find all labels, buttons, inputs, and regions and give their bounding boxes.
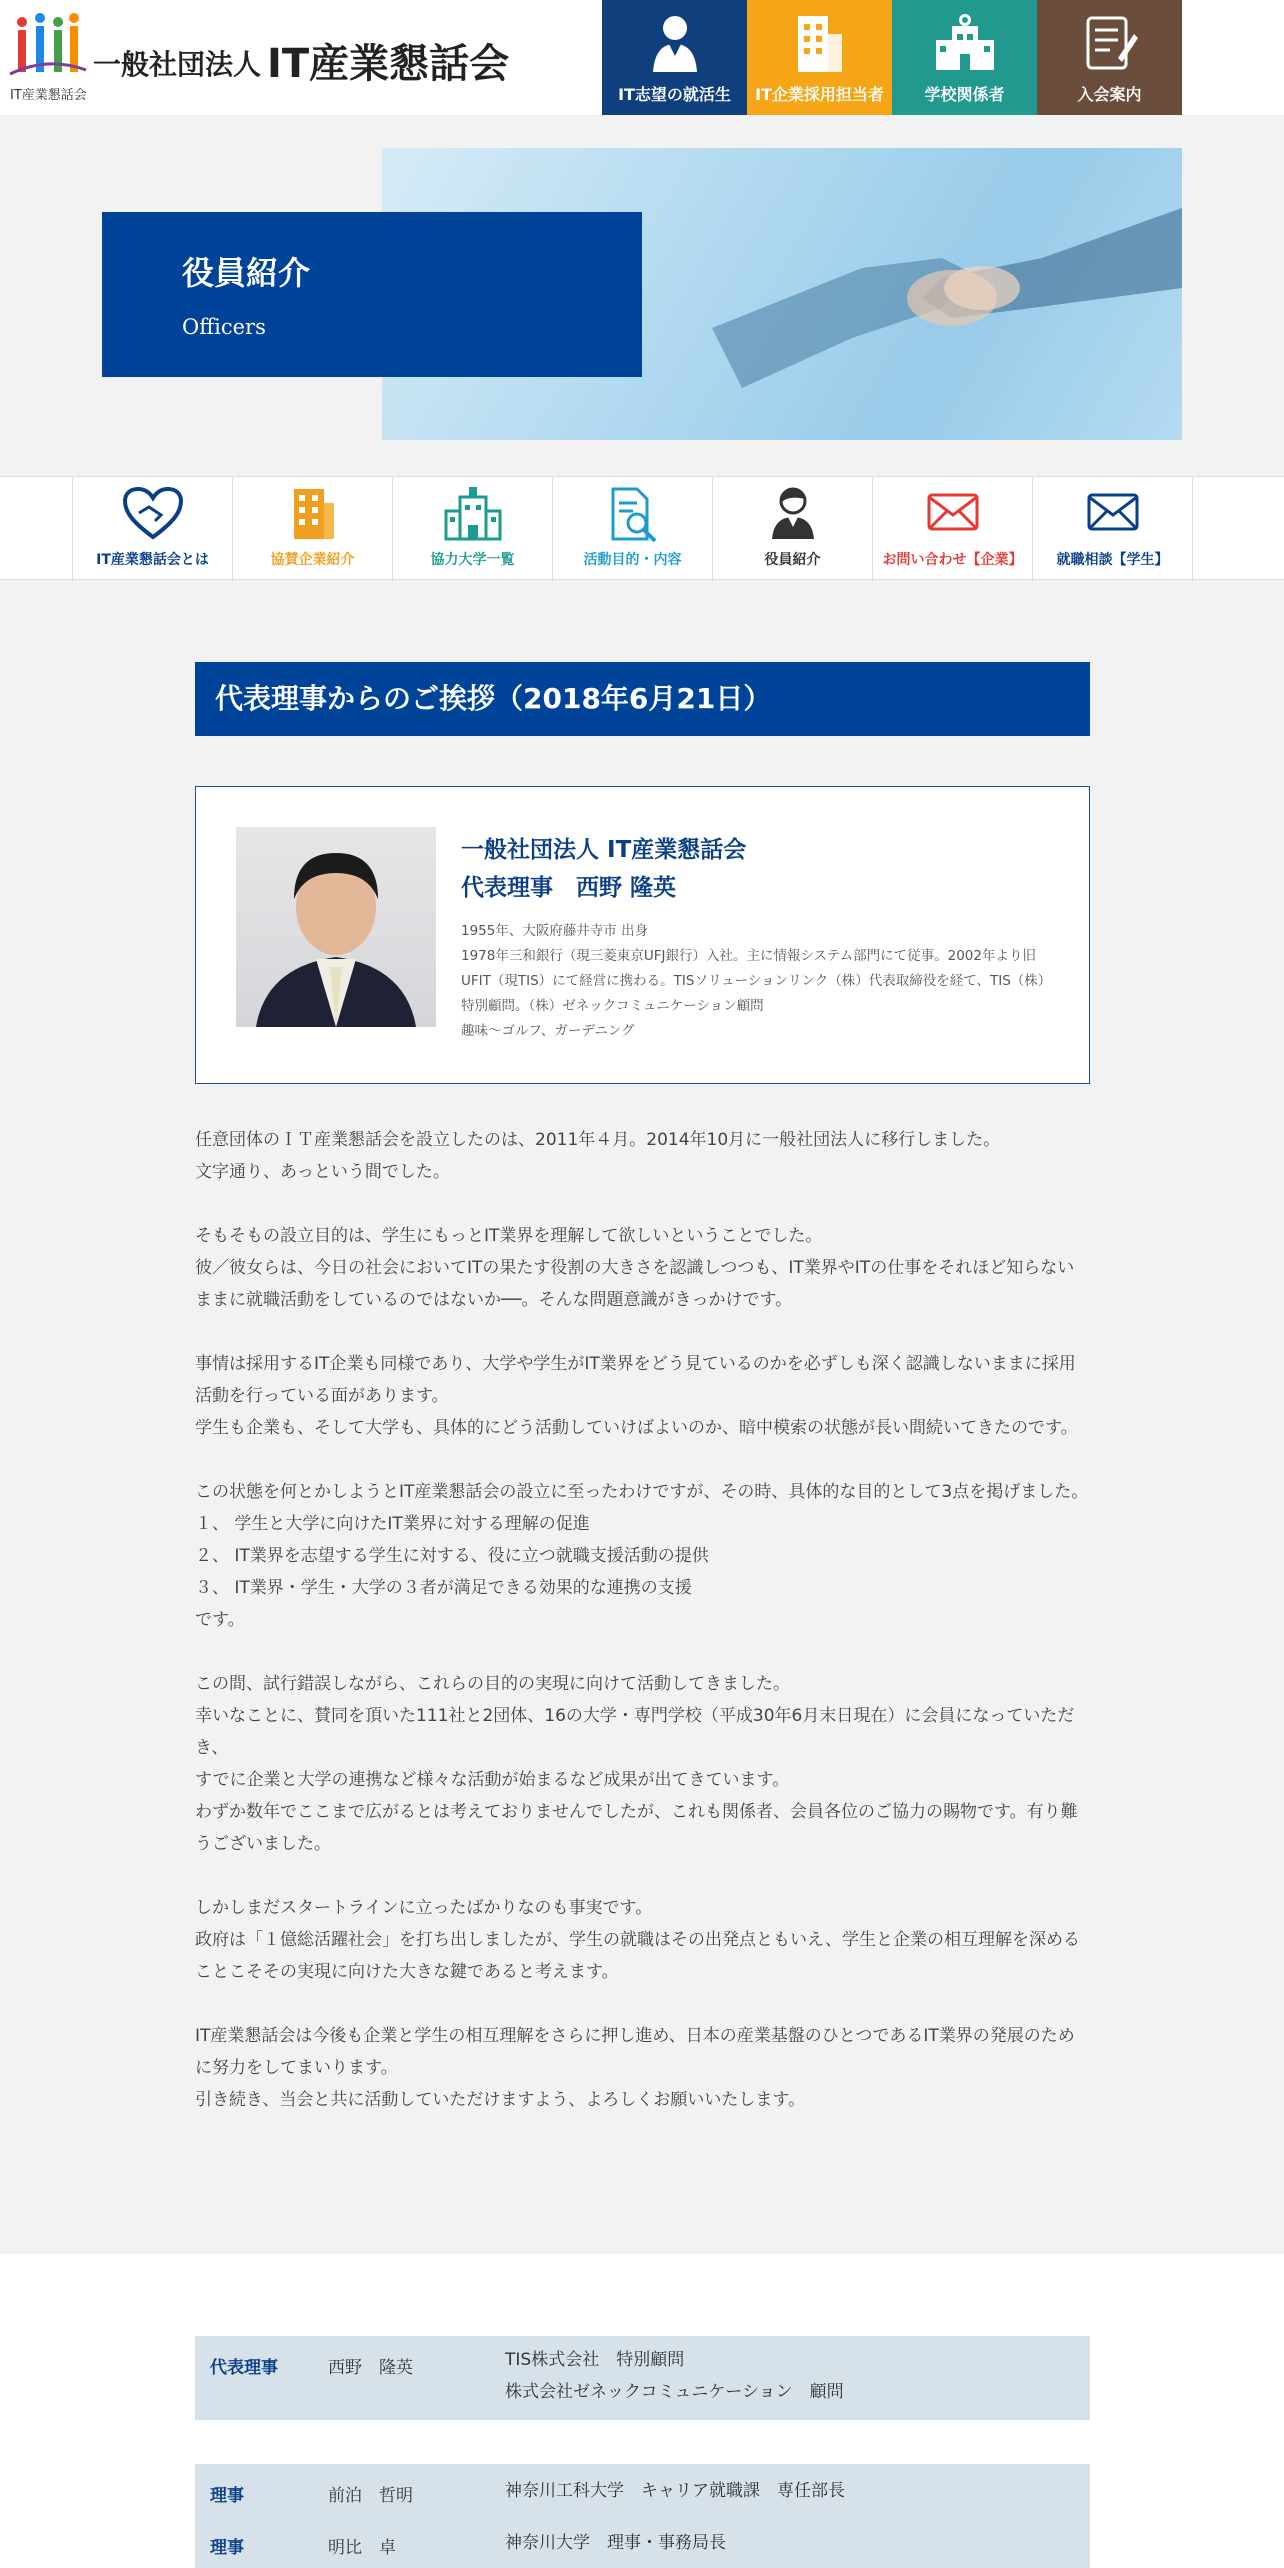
application-icon: [1080, 12, 1140, 72]
icon-nav: [0, 476, 1284, 580]
greeting-line: 学生も企業も、そして大学も、具体的にどう活動していけばよいのか、暗中模索の状態が長い間続いてきたのです。: [195, 1418, 1078, 1438]
greeting-line: 彼／彼女らは、今日の社会においてITの果たす役割の大きさを認識しつつも、IT業界やITの仕事をそれほど知らないままに就職活動をしているのではないか──。そんな問題意識がきっかけです。: [195, 1258, 1075, 1310]
icon-nav-activities[interactable]: 活動目的・内容: [553, 477, 713, 581]
officer-name: 前泊 哲明: [328, 2486, 413, 2506]
person-icon: [768, 485, 818, 541]
officer-role: 理事: [210, 2486, 244, 2506]
greeting-paragraph: [195, 1668, 1090, 1860]
greeting-line: １、 学生と大学に向けたIT業界に対する理解の促進: [195, 1514, 590, 1534]
greeting-line: しかしまだスタートラインに立ったばかりなのも事実です。: [195, 1898, 653, 1918]
site-logo[interactable]: [8, 12, 538, 102]
greeting-paragraph: [195, 2020, 1090, 2116]
greeting-line: ２、 IT業界を志望する学生に対する、役に立つ就職支援活動の提供: [195, 1546, 709, 1566]
icon-nav-about[interactable]: IT産業懇話会とは: [73, 477, 233, 581]
greeting-heading: 代表理事からのご挨拶（2018年6月21日）: [195, 662, 1090, 736]
profile-bio-career: 1978年三和銀行（現三菱東京UFJ銀行）入社。主に情報システム部門にて従事。2002年より旧UFIT（現TIS）にて経営に携わる。TISソリューションリンク（株）代表取締役を経て、TIS（株）特別顧問。（株）ゼネックコミュニケーション顧問: [461, 948, 1045, 1014]
greeting-line: この状態を何とかしようとIT産業懇話会の設立に至ったわけですが、その時、具体的な目的として3点を掲げました。: [195, 1482, 1089, 1502]
greeting-line: ３、 IT業界・学生・大学の３者が満足できる効果的な連携の支援: [195, 1578, 692, 1598]
officer-role: 代表理事: [210, 2358, 278, 2378]
officer-name: 西野 隆英: [328, 2358, 413, 2378]
top-nav-membership[interactable]: 入会案内: [1037, 0, 1182, 115]
officer-row: [195, 2464, 1090, 2516]
student-icon: [647, 12, 703, 72]
icon-nav-universities[interactable]: 協力大学一覧: [393, 477, 553, 581]
profile-organization: 一般社団法人 IT産業懇話会: [461, 837, 747, 863]
officer-table-directors: [195, 2464, 1090, 2568]
heart-handshake-icon: [121, 485, 185, 541]
page-subtitle: Officers: [182, 315, 266, 339]
icon-nav-contact-student[interactable]: 就職相談【学生】: [1033, 477, 1193, 581]
profile-name: 代表理事 西野 隆英: [461, 875, 677, 901]
building-icon: [792, 12, 848, 74]
building-icon: [288, 485, 338, 541]
officers-section: [0, 2254, 1284, 2568]
icon-nav-officers[interactable]: 役員紹介: [713, 477, 873, 581]
officer-name: 明比 卓: [328, 2538, 396, 2558]
greeting-line: 文字通り、あっという間でした。: [195, 1162, 450, 1182]
document-search-icon: [605, 485, 661, 543]
greeting-line: 事情は採用するIT企業も同様であり、大学や学生がIT業界をどう見ているのかを必ずしも深く認識しないままに採用活動を行っている面があります。: [195, 1354, 1076, 1406]
logo-people-icon: [8, 12, 88, 82]
greeting-message: [195, 1124, 1090, 2148]
officer-position: 神奈川大学 理事・事務局長: [505, 2533, 726, 2553]
university-icon: [442, 485, 504, 541]
greeting-line: 任意団体のＩＴ産業懇話会を設立したのは、2011年４月。2014年10月に一般社団法人に移行しました。: [195, 1130, 1001, 1150]
icon-nav-sponsors[interactable]: 協賛企業紹介: [233, 477, 393, 581]
logo-text: 一般社団法人 IT産業懇話会: [93, 41, 510, 87]
officer-row: [195, 2336, 1090, 2402]
profile-bio-birthplace: 1955年、大阪府藤井寺市 出身: [461, 923, 649, 939]
officer-table-chair: [195, 2336, 1090, 2420]
officer-role: 理事: [210, 2538, 244, 2558]
page-title: 役員紹介: [182, 254, 311, 292]
greeting-line: 政府は「１億総活躍社会」を打ち出しましたが、学生の就職はその出発点ともいえ、学生と企業の相互理解を深めることこそその実現に向けた大きな鍵であると考えます。: [195, 1930, 1081, 1982]
icon-nav-contact-company[interactable]: お問い合わせ【企業】: [873, 477, 1033, 581]
greeting-paragraph: [195, 1348, 1090, 1444]
logo-subtext: IT産業懇話会: [10, 88, 87, 103]
officer-row: [195, 2516, 1090, 2568]
top-nav-students[interactable]: IT志望の就活生: [602, 0, 747, 115]
greeting-paragraph: [195, 1476, 1090, 1636]
profile-bio: [461, 919, 1051, 1044]
site-header: [0, 0, 1284, 115]
school-icon: [932, 12, 998, 72]
top-nav-companies[interactable]: IT企業採用担当者: [747, 0, 892, 115]
officer-position: 神奈川工科大学 キャリア就職課 専任部長: [505, 2481, 845, 2501]
profile-bio-hobby: 趣味〜ゴルフ、ガーデニング: [461, 1023, 635, 1039]
portrait-illustration: [236, 827, 436, 1027]
portrait-photo: [236, 827, 436, 1027]
profile-card: [195, 786, 1090, 1084]
greeting-line: 引き続き、当会と共に活動していただけますよう、よろしくお願いいたします。: [195, 2090, 805, 2110]
top-nav-schools[interactable]: 学校関係者: [892, 0, 1037, 115]
greeting-line: わずか数年でここまで広がるとは考えておりませんでしたが、これも関係者、会員各位のご協力の賜物です。有り難うございました。: [195, 1802, 1078, 1854]
greeting-paragraph: [195, 1892, 1090, 1988]
greeting-line: IT産業懇話会は今後も企業と学生の相互理解をさらに押し進め、日本の産業基盤のひとつであるIT業界の発展のために努力をしてまいります。: [195, 2026, 1075, 2078]
officer-position: TIS株式会社 特別顧問 株式会社ゼネックコミュニケーション 顧問: [505, 2350, 844, 2402]
top-nav: [602, 0, 1182, 115]
greeting-paragraph: [195, 1220, 1090, 1316]
greeting-line: です。: [195, 1610, 245, 1630]
greeting-paragraph: [195, 1124, 1090, 1188]
mail-icon: [1085, 485, 1141, 537]
greeting-line: 幸いなことに、賛同を頂いた111社と2団体、16の大学・専門学校（平成30年6月末日現在）に会員になっていただき、: [195, 1706, 1075, 1758]
greeting-line: そもそもの設立目的は、学生にもっとIT業界を理解して欲しいということでした。: [195, 1226, 823, 1246]
greeting-line: すでに企業と大学の連携など様々な活動が始まるなど成果が出てきています。: [195, 1770, 790, 1790]
mail-icon: [925, 485, 981, 537]
greeting-line: この間、試行錯誤しながら、これらの目的の実現に向けて活動してきました。: [195, 1674, 790, 1694]
hero-title-box: [102, 212, 642, 377]
